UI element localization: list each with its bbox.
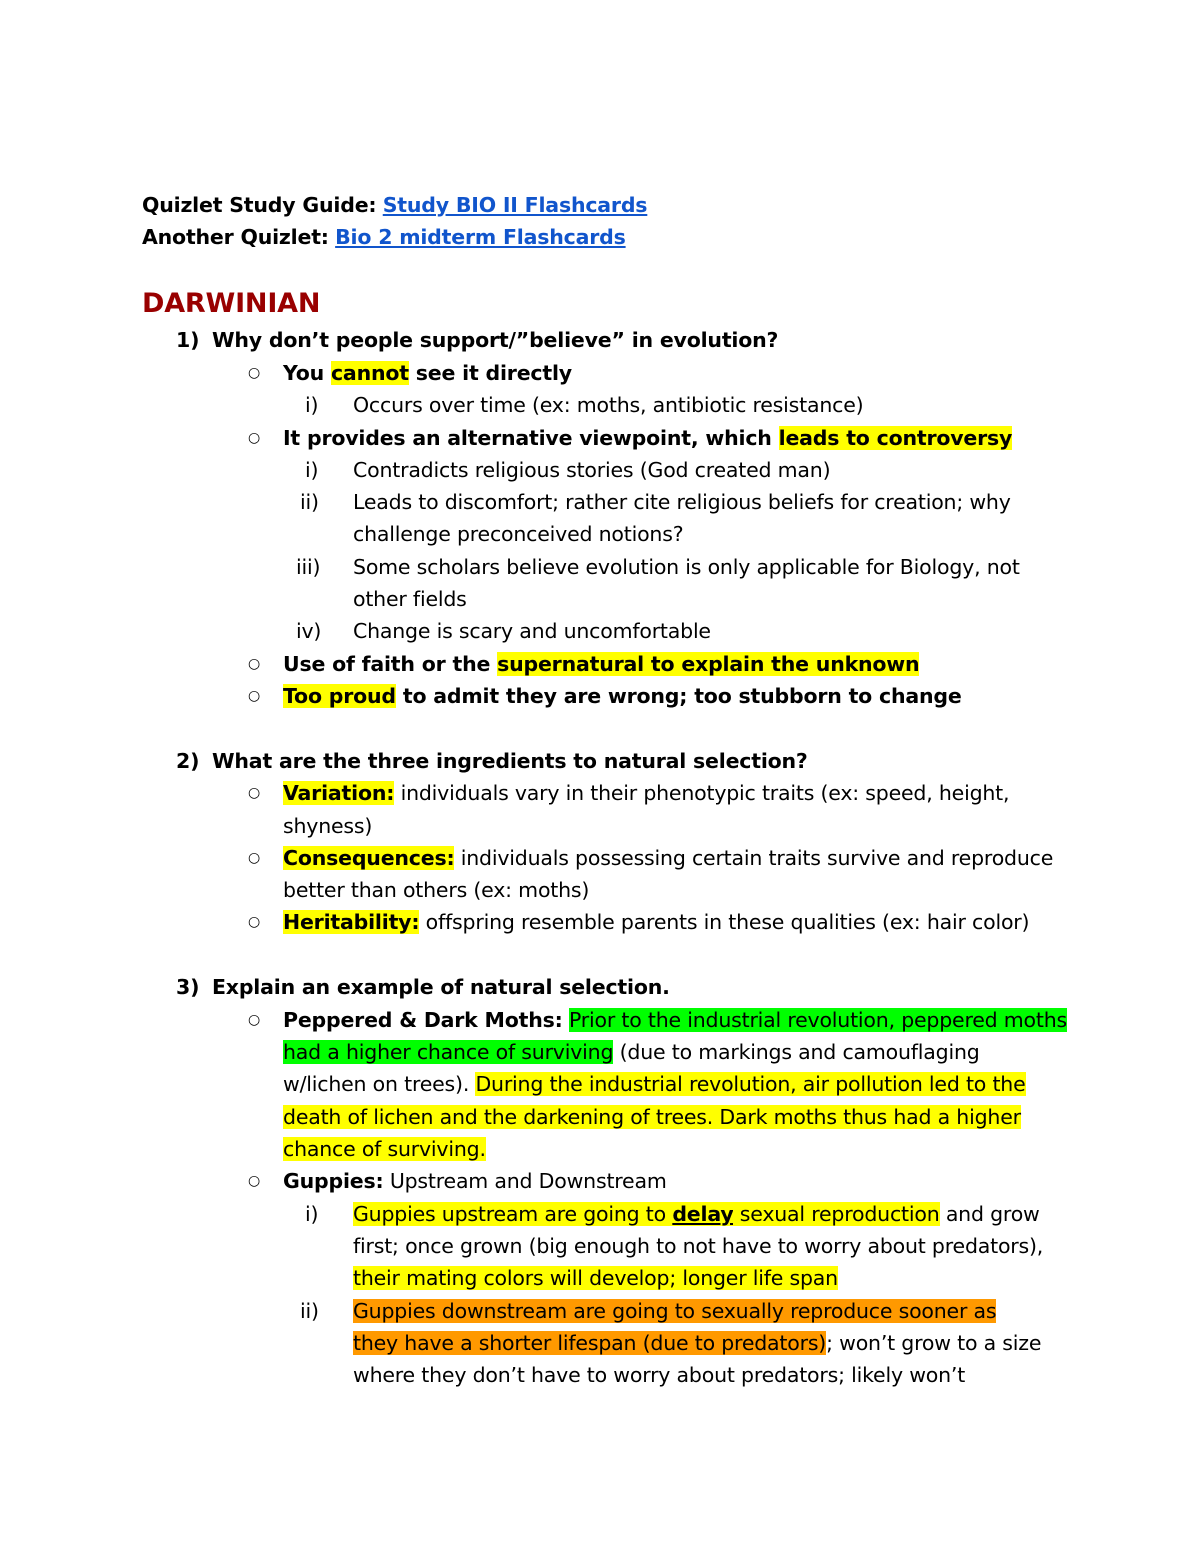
q3-b1-line4: death of lichen and the darkening of trees. Dark moths thus had a higher <box>283 1105 1021 1129</box>
q2-number: 2) <box>176 749 200 773</box>
quizlet-link[interactable]: Study BIO II Flashcards <box>382 193 648 217</box>
q2-bullet-2-line2: better than others (ex: moths) <box>283 878 590 902</box>
q1-bullet-3: Use of faith or the supernatural to explain the unknown <box>283 652 920 676</box>
quizlet-line <box>142 190 647 220</box>
section-heading: DARWINIAN <box>142 288 321 319</box>
q3-b1-line3: w/lichen on trees). During the industrial revolution, air pollution led to the <box>283 1072 1026 1096</box>
q3-b2-ii-line1: Guppies downstream are going to sexually reproduce sooner as <box>353 1299 997 1323</box>
q3-question: Explain an example of natural selection. <box>212 975 670 999</box>
q3-b2-ii-mark: ii) <box>300 1299 319 1323</box>
bullet-icon: ○ <box>248 365 261 381</box>
another-quizlet-line <box>142 222 626 252</box>
bullet-icon: ○ <box>248 1173 261 1189</box>
q3-b2-ii-line2: they have a shorter lifespan (due to predators); won’t grow to a size <box>353 1331 1042 1355</box>
q1-b2-ii-line1: Leads to discomfort; rather cite religious beliefs for creation; why <box>353 490 1011 514</box>
bullet-icon: ○ <box>248 914 261 930</box>
bullet-icon: ○ <box>248 850 261 866</box>
q1-b2-iv-mark: iv) <box>296 619 322 643</box>
q1-b2-iv-text: Change is scary and uncomfortable <box>353 619 711 643</box>
q2-question: What are the three ingredients to natural selection? <box>212 749 808 773</box>
q3-b1-line1: Peppered & Dark Moths: Prior to the industrial revolution, peppered moths <box>283 1008 1068 1032</box>
q1-question: Why don’t people support/”believe” in evolution? <box>212 328 779 352</box>
q1-b2-iii-line2: other fields <box>353 587 467 611</box>
quizlet-label: Quizlet Study Guide: <box>142 193 377 217</box>
bullet-icon: ○ <box>248 688 261 704</box>
q1-number: 1) <box>176 328 200 352</box>
q1-b2-i-text: Contradicts religious stories (God created man) <box>353 458 831 482</box>
bullet-icon: ○ <box>248 430 261 446</box>
bullet-icon: ○ <box>248 785 261 801</box>
q3-b2: Guppies: Upstream and Downstream <box>283 1169 667 1193</box>
q1-b1-i-mark: i) <box>305 393 319 417</box>
bullet-icon: ○ <box>248 1012 261 1028</box>
q1-b2-ii-mark: ii) <box>300 490 319 514</box>
q1-b1-i-text: Occurs over time (ex: moths, antibiotic resistance) <box>353 393 864 417</box>
q2-bullet-1-line2: shyness) <box>283 814 373 838</box>
q2-bullet-2-line1: Consequences: individuals possessing certain traits survive and reproduce <box>283 846 1054 870</box>
q3-b2-ii-line3: where they don’t have to worry about predators; likely won’t <box>353 1363 966 1387</box>
q3-b2-i-line2: first; once grown (big enough to not have to worry about predators), <box>353 1234 1044 1258</box>
q1-b2-i-mark: i) <box>305 458 319 482</box>
q1-b2-iii-line1: Some scholars believe evolution is only applicable for Biology, not <box>353 555 1020 579</box>
q2-bullet-1-line1: Variation: individuals vary in their phenotypic traits (ex: speed, height, <box>283 781 1010 805</box>
q3-number: 3) <box>176 975 200 999</box>
q1-bullet-2: It provides an alternative viewpoint, which leads to controversy <box>283 426 1013 450</box>
q3-b1-line2: had a higher chance of surviving (due to markings and camouflaging <box>283 1040 980 1064</box>
q3-b2-i-line3: their mating colors will develop; longer life span <box>353 1266 838 1290</box>
bullet-icon: ○ <box>248 656 261 672</box>
q3-b2-i-line1: Guppies upstream are going to delay sexual reproduction and grow <box>353 1202 1040 1226</box>
q1-b2-iii-mark: iii) <box>296 555 321 579</box>
another-quizlet-label: Another Quizlet: <box>142 225 329 249</box>
q1-b2-ii-line2: challenge preconceived notions? <box>353 522 684 546</box>
q1-bullet-4: Too proud to admit they are wrong; too stubborn to change <box>283 684 962 708</box>
another-quizlet-link[interactable]: Bio 2 midterm Flashcards <box>335 225 626 249</box>
q2-bullet-3: Heritability: offspring resemble parents in these qualities (ex: hair color) <box>283 910 1030 934</box>
q1-bullet-1: You cannot see it directly <box>283 361 572 385</box>
q3-b2-i-mark: i) <box>305 1202 319 1226</box>
q3-b1-line5: chance of surviving. <box>283 1137 486 1161</box>
